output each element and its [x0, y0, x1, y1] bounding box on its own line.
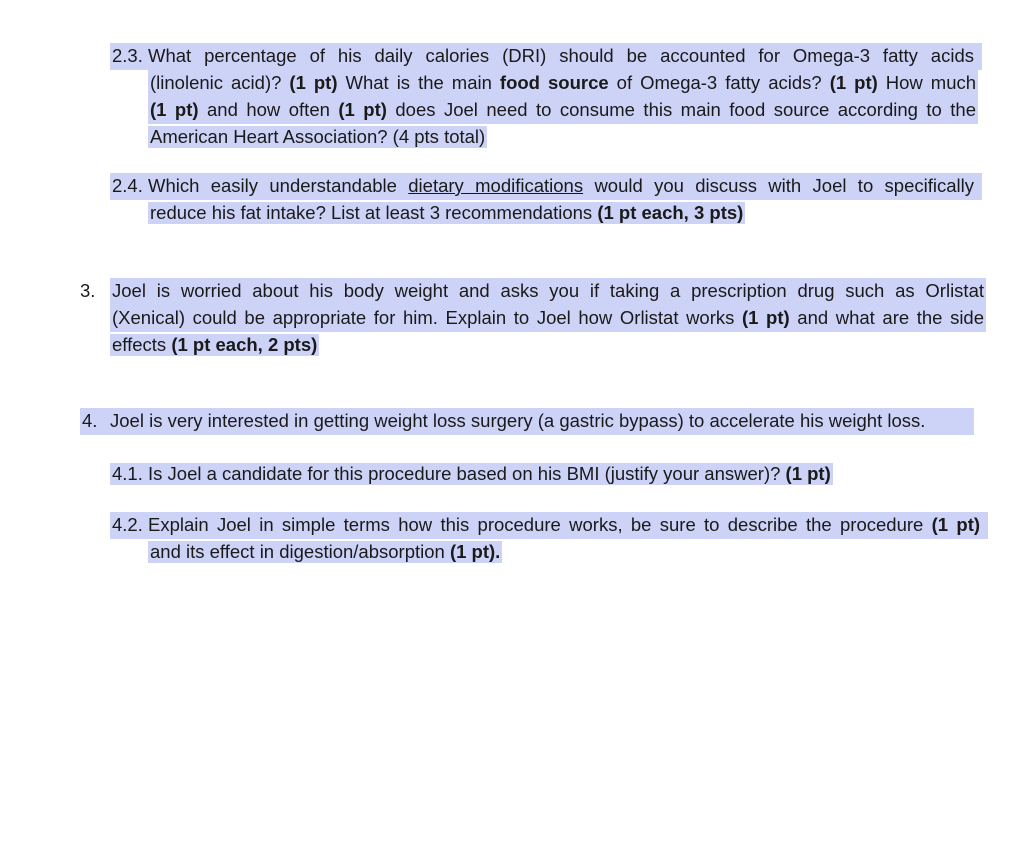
question-2-3: [110, 43, 980, 150]
question-3: [80, 278, 990, 358]
question-text-line: and its effect in digestion/absorption (1 pt).: [150, 541, 501, 562]
question-text-line: reduce his fat intake? List at least 3 recommendations (1 pt each, 3 pts): [150, 202, 744, 223]
question-number: 4.1.: [112, 463, 143, 484]
underlined-term: dietary modifications: [408, 175, 584, 196]
question-4-1: 4.1. Is Joel a candidate for this procedure based on his BMI (justify your answer)? (1 pt): [112, 463, 831, 484]
question-text-line: Is Joel a candidate for this procedure based on his BMI (justify your answer)?: [148, 463, 781, 484]
question-text-line: Which easily understandable dietary modifications would you discuss with Joel to specifically: [148, 175, 975, 196]
question-text-line: Joel is worried about his body weight and asks you if taking a prescription drug such as Orlistat: [110, 278, 986, 305]
question-text-line: Explain Joel in simple terms how this procedure works, be sure to describe the procedure (1 pt): [148, 514, 981, 535]
question-text-line: American Heart Association? (4 pts total): [150, 126, 486, 147]
question-2-4: [110, 173, 980, 226]
question-number: 2.3.: [112, 45, 143, 66]
question-text-line: (linolenic acid)? (1 pt) What is the main food source of Omega-3 fatty acids? (1 pt) How much: [148, 70, 978, 97]
question-number: 4.: [82, 410, 98, 431]
question-text-line: Joel is very interested in getting weight loss surgery (a gastric bypass) to accelerate his weight loss.: [110, 410, 926, 431]
question-text-line: effects (1 pt each, 2 pts): [112, 334, 318, 355]
question-text-line: (Xenical) could be appropriate for him. Explain to Joel how Orlistat works (1 pt) and what are the side: [110, 305, 986, 332]
question-text-line: (1 pt) and how often (1 pt) does Joel need to consume this main food source according to the: [148, 97, 978, 124]
question-number: 3.: [80, 280, 96, 301]
question-number: 4.2.: [112, 514, 143, 535]
question-text-line: What percentage of his daily calories (DRI) should be accounted for Omega-3 fatty acids: [148, 45, 974, 66]
question-4: [80, 408, 980, 435]
question-4-2: [110, 512, 990, 565]
question-number: 2.4.: [112, 175, 143, 196]
